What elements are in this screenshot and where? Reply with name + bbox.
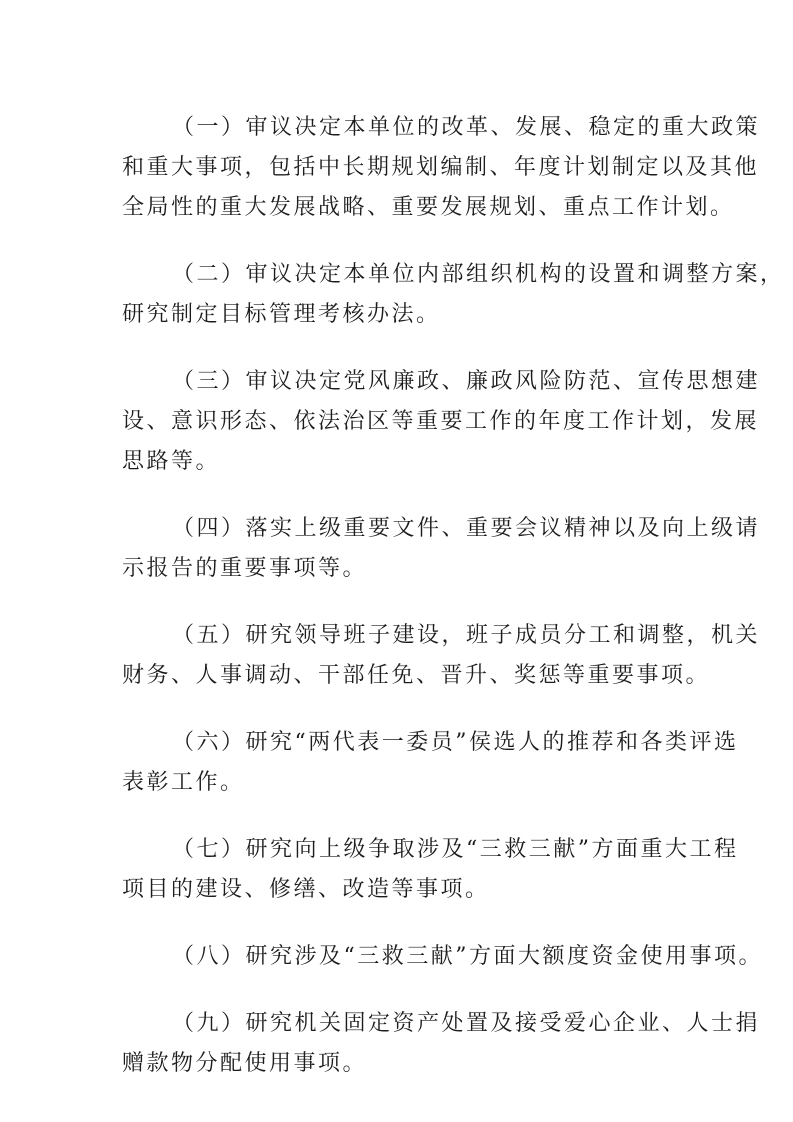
item-4-line-2: 示报告的重要事项等。 [122,556,368,581]
item-8 [122,937,763,977]
item-5-line-1: （五）研究领导班子建设，班子成员分工和调整，机关 [172,623,761,648]
item-6-line-1: （六）研究“两代表一委员”侯选人的推荐和各类评选 [172,730,739,755]
item-2-line-1: （二）审议决定本单位内部组织机构的设置和调整方案， [172,262,785,287]
item-7 [122,830,739,910]
item-3-line-2: 设、意识形态、依法治区等重要工作的年度工作计划，发展 [122,409,760,434]
item-1-line-1: （一）审议决定本单位的改革、发展、稳定的重大政策 [172,115,761,140]
item-6 [122,723,739,803]
item-9-line-2: 赠款物分配使用事项。 [122,1051,368,1076]
item-3-line-1: （三）审议决定党风廉政、廉政风险防范、宣传思想建 [172,369,761,394]
item-list [122,108,785,1111]
item-9-line-1: （九）研究机关固定资产处置及接受爱心企业、人士捐 [172,1011,761,1036]
item-1-line-2: 和重大事项，包括中长期规划编制、年度计划制定以及其他 [122,155,760,180]
item-4-line-1: （四）落实上级重要文件、重要会议精神以及向上级请 [172,516,761,541]
item-8-line-1: （八）研究涉及“三救三献”方面大额度资金使用事项。 [172,944,763,969]
item-1 [122,108,761,228]
item-7-line-1: （七）研究向上级争取涉及“三救三献”方面重大工程 [172,837,739,862]
item-3-line-3: 思路等。 [122,449,221,474]
item-6-line-2: 表彰工作。 [122,770,245,795]
item-9 [122,1004,761,1084]
item-7-line-2: 项目的建设、修缮、改造等事项。 [122,877,490,902]
item-5-line-2: 财务、人事调动、干部任免、晋升、奖惩等重要事项。 [122,663,711,688]
item-2-line-2: 研究制定目标管理考核办法。 [122,302,441,327]
item-5 [122,616,761,696]
item-2 [122,255,785,335]
item-1-line-3: 全局性的重大发展战略、重要发展规划、重点工作计划。 [122,195,735,220]
item-4 [122,509,761,589]
item-3 [122,362,761,482]
